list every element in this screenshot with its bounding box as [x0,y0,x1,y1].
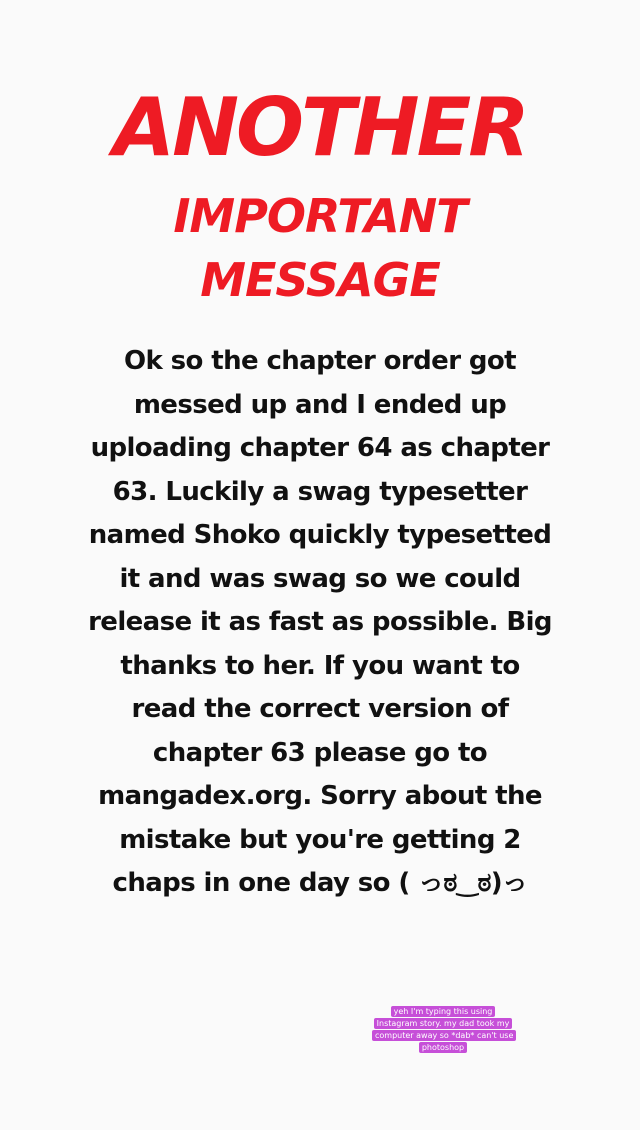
headline-important: IMPORTANT [173,189,467,243]
headline-message: MESSAGE [200,253,440,307]
text-sticker [372,1006,514,1054]
message-body: Ok so the chapter order got messed up and I ended up uploading chapter 64 as chapter 63. Luckily a swag typesetter named Shoko quickly typesetted it and was swag so we could release it as fast as possible. Big thanks to her. If you want to read the correct version of chapter 63 please go to mangadex.org. Sorry about the mistake but you're getting 2 chaps in one day so ( っಠ‿ಠ)っ [88,346,552,898]
text-sticker-label: yeh I'm typing this using Instagram story. my dad took my computer away so *dab* can't use photoshop [372,1006,516,1053]
headline-another: ANOTHER [113,81,527,174]
